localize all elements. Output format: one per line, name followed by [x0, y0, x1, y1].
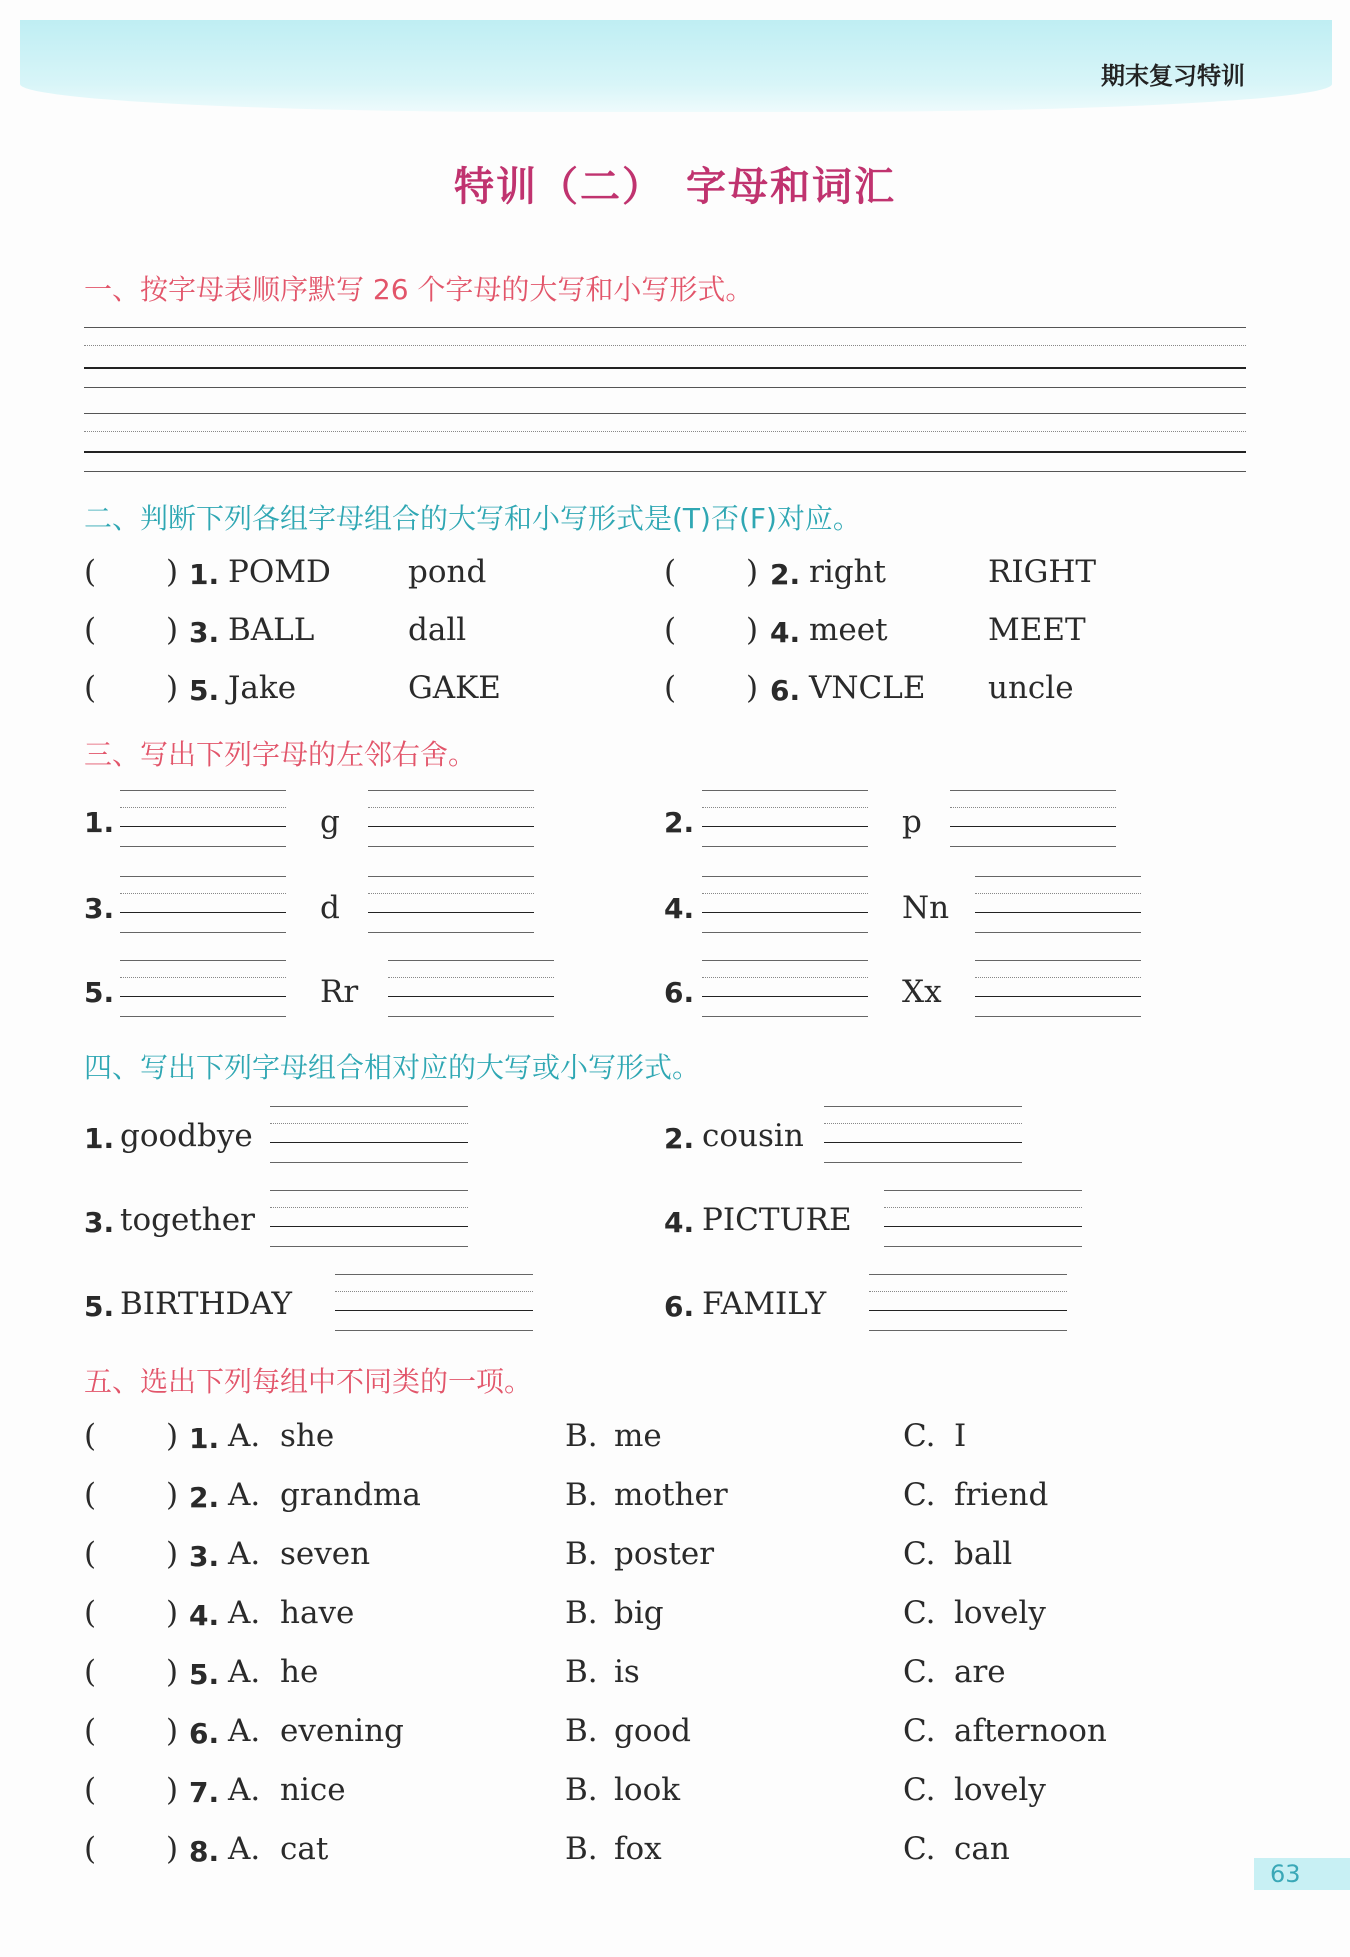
option-b-label: B. — [565, 1772, 598, 1808]
option-b-label: B. — [565, 1536, 598, 1572]
alphabet-writing-lines[interactable] — [84, 325, 1246, 475]
given-word: FAMILY — [702, 1286, 827, 1322]
answer-paren-close: ) — [166, 1772, 179, 1808]
item-number: 1. — [189, 558, 220, 591]
option-a: seven — [280, 1536, 371, 1572]
given-letter: Rr — [320, 974, 359, 1010]
option-a-label: A. — [228, 1772, 261, 1808]
option-b-label: B. — [565, 1477, 598, 1513]
item-number: 3. — [84, 1206, 115, 1239]
option-b: fox — [614, 1831, 662, 1867]
item-number: 5. — [84, 976, 115, 1009]
item-number: 4. — [664, 1206, 695, 1239]
given-letter: g — [320, 804, 340, 840]
word-b: GAKE — [408, 670, 501, 706]
writing-lines[interactable] — [120, 876, 286, 940]
answer-paren-open[interactable]: ( — [664, 670, 677, 706]
option-a-label: A. — [228, 1418, 261, 1454]
section-3-title: 三、写出下列字母的左邻右舍。 — [84, 738, 477, 771]
writing-lines[interactable] — [869, 1274, 1067, 1338]
answer-paren-close: ) — [746, 612, 759, 648]
writing-lines[interactable] — [270, 1106, 468, 1170]
item-number: 6. — [664, 976, 695, 1009]
item-number: 5. — [84, 1290, 115, 1323]
option-c-label: C. — [903, 1654, 936, 1690]
answer-paren-open[interactable]: ( — [664, 554, 677, 590]
option-a-label: A. — [228, 1595, 261, 1631]
answer-paren-open[interactable]: ( — [84, 612, 97, 648]
option-b: look — [614, 1772, 681, 1808]
answer-paren-close: ) — [166, 1536, 179, 1572]
option-a-label: A. — [228, 1654, 261, 1690]
option-b-label: B. — [565, 1713, 598, 1749]
word-a: VNCLE — [809, 670, 926, 706]
answer-paren-close: ) — [166, 1477, 179, 1513]
item-number: 6. — [770, 674, 801, 707]
answer-paren-open[interactable]: ( — [84, 1772, 97, 1808]
writing-lines[interactable] — [950, 790, 1116, 854]
page-number: 63 — [1254, 1858, 1350, 1890]
answer-paren-close: ) — [166, 1654, 179, 1690]
answer-paren-close: ) — [166, 670, 179, 706]
section-5-title: 五、选出下列每组中不同类的一项。 — [84, 1365, 533, 1398]
word-a: Jake — [228, 670, 297, 706]
writing-lines[interactable] — [702, 790, 868, 854]
word-b: dall — [408, 612, 467, 648]
item-number: 7. — [189, 1776, 220, 1809]
writing-lines[interactable] — [368, 790, 534, 854]
section-4-title: 四、写出下列字母组合相对应的大写或小写形式。 — [84, 1051, 701, 1084]
writing-lines[interactable] — [975, 960, 1141, 1024]
option-b-label: B. — [565, 1418, 598, 1454]
given-word: goodbye — [120, 1118, 253, 1154]
section-1-title: 一、按字母表顺序默写 26 个字母的大写和小写形式。 — [84, 273, 754, 306]
option-a-label: A. — [228, 1713, 261, 1749]
option-b: is — [614, 1654, 640, 1690]
answer-paren-open[interactable]: ( — [84, 1477, 97, 1513]
word-b: uncle — [988, 670, 1074, 706]
given-word: cousin — [702, 1118, 804, 1154]
section-2-title: 二、判断下列各组字母组合的大写和小写形式是(T)否(F)对应。 — [84, 502, 861, 535]
writing-lines[interactable] — [884, 1190, 1082, 1254]
option-c: ball — [954, 1536, 1013, 1572]
answer-paren-close: ) — [166, 1713, 179, 1749]
item-number: 1. — [84, 806, 115, 839]
page-title: 特训（二） 字母和词汇 — [454, 164, 896, 210]
item-number: 6. — [189, 1717, 220, 1750]
option-b-label: B. — [565, 1654, 598, 1690]
option-b: poster — [614, 1536, 715, 1572]
option-c-label: C. — [903, 1477, 936, 1513]
option-a: she — [280, 1418, 335, 1454]
option-a: nice — [280, 1772, 346, 1808]
option-c-label: C. — [903, 1713, 936, 1749]
item-number: 4. — [664, 892, 695, 925]
option-b: mother — [614, 1477, 728, 1513]
option-a-label: A. — [228, 1536, 261, 1572]
option-c: are — [954, 1654, 1006, 1690]
answer-paren-open[interactable]: ( — [84, 1536, 97, 1572]
option-c: afternoon — [954, 1713, 1107, 1749]
option-a: have — [280, 1595, 355, 1631]
answer-paren-close: ) — [166, 1831, 179, 1867]
item-number: 2. — [664, 1122, 695, 1155]
given-letter: Nn — [902, 890, 950, 926]
answer-paren-close: ) — [166, 612, 179, 648]
option-c: I — [954, 1418, 967, 1454]
option-a: cat — [280, 1831, 329, 1867]
option-a-label: A. — [228, 1831, 261, 1867]
word-b: pond — [408, 554, 487, 590]
writing-lines[interactable] — [335, 1274, 533, 1338]
option-c: friend — [954, 1477, 1049, 1513]
item-number: 1. — [189, 1422, 220, 1455]
item-number: 3. — [84, 892, 115, 925]
option-b: good — [614, 1713, 692, 1749]
writing-lines[interactable] — [824, 1106, 1022, 1170]
word-a: meet — [809, 612, 888, 648]
given-letter: d — [320, 890, 340, 926]
answer-paren-open[interactable]: ( — [84, 554, 97, 590]
option-c-label: C. — [903, 1418, 936, 1454]
item-number: 2. — [664, 806, 695, 839]
answer-paren-close: ) — [746, 554, 759, 590]
writing-lines[interactable] — [702, 960, 868, 1024]
writing-lines[interactable] — [120, 960, 286, 1024]
option-b: me — [614, 1418, 662, 1454]
option-c: can — [954, 1831, 1010, 1867]
answer-paren-close: ) — [746, 670, 759, 706]
option-c-label: C. — [903, 1831, 936, 1867]
option-c: lovely — [954, 1772, 1046, 1808]
option-c-label: C. — [903, 1536, 936, 1572]
option-a: grandma — [280, 1477, 421, 1513]
item-number: 8. — [189, 1835, 220, 1868]
given-word: PICTURE — [702, 1202, 852, 1238]
option-a: he — [280, 1654, 319, 1690]
given-word: together — [120, 1202, 255, 1238]
option-b-label: B. — [565, 1595, 598, 1631]
option-c-label: C. — [903, 1595, 936, 1631]
word-a: POMD — [228, 554, 331, 590]
option-c: lovely — [954, 1595, 1046, 1631]
option-b-label: B. — [565, 1831, 598, 1867]
writing-lines[interactable] — [975, 876, 1141, 940]
item-number: 3. — [189, 1540, 220, 1573]
word-a: BALL — [228, 612, 315, 648]
answer-paren-open[interactable]: ( — [84, 1831, 97, 1867]
answer-paren-open[interactable]: ( — [84, 1418, 97, 1454]
item-number: 5. — [189, 1658, 220, 1691]
writing-lines[interactable] — [388, 960, 554, 1024]
word-a: right — [809, 554, 887, 590]
option-b: big — [614, 1595, 664, 1631]
item-number: 2. — [189, 1481, 220, 1514]
answer-paren-open[interactable]: ( — [84, 670, 97, 706]
item-number: 1. — [84, 1122, 115, 1155]
option-c-label: C. — [903, 1772, 936, 1808]
option-a-label: A. — [228, 1477, 261, 1513]
answer-paren-open[interactable]: ( — [84, 1595, 97, 1631]
header-label: 期末复习特训 — [1101, 62, 1245, 90]
writing-lines[interactable] — [702, 876, 868, 940]
answer-paren-close: ) — [166, 1418, 179, 1454]
answer-paren-open[interactable]: ( — [84, 1713, 97, 1749]
answer-paren-open[interactable]: ( — [664, 612, 677, 648]
answer-paren-close: ) — [166, 1595, 179, 1631]
word-b: RIGHT — [988, 554, 1097, 590]
item-number: 4. — [770, 616, 801, 649]
item-number: 2. — [770, 558, 801, 591]
given-letter: p — [902, 804, 922, 840]
answer-paren-open[interactable]: ( — [84, 1654, 97, 1690]
writing-lines[interactable] — [270, 1190, 468, 1254]
given-letter: Xx — [902, 974, 942, 1010]
answer-paren-close: ) — [166, 554, 179, 590]
item-number: 6. — [664, 1290, 695, 1323]
given-word: BIRTHDAY — [120, 1286, 292, 1322]
item-number: 5. — [189, 674, 220, 707]
word-b: MEET — [988, 612, 1086, 648]
writing-lines[interactable] — [120, 790, 286, 854]
item-number: 3. — [189, 616, 220, 649]
writing-lines[interactable] — [368, 876, 534, 940]
item-number: 4. — [189, 1599, 220, 1632]
option-a: evening — [280, 1713, 404, 1749]
